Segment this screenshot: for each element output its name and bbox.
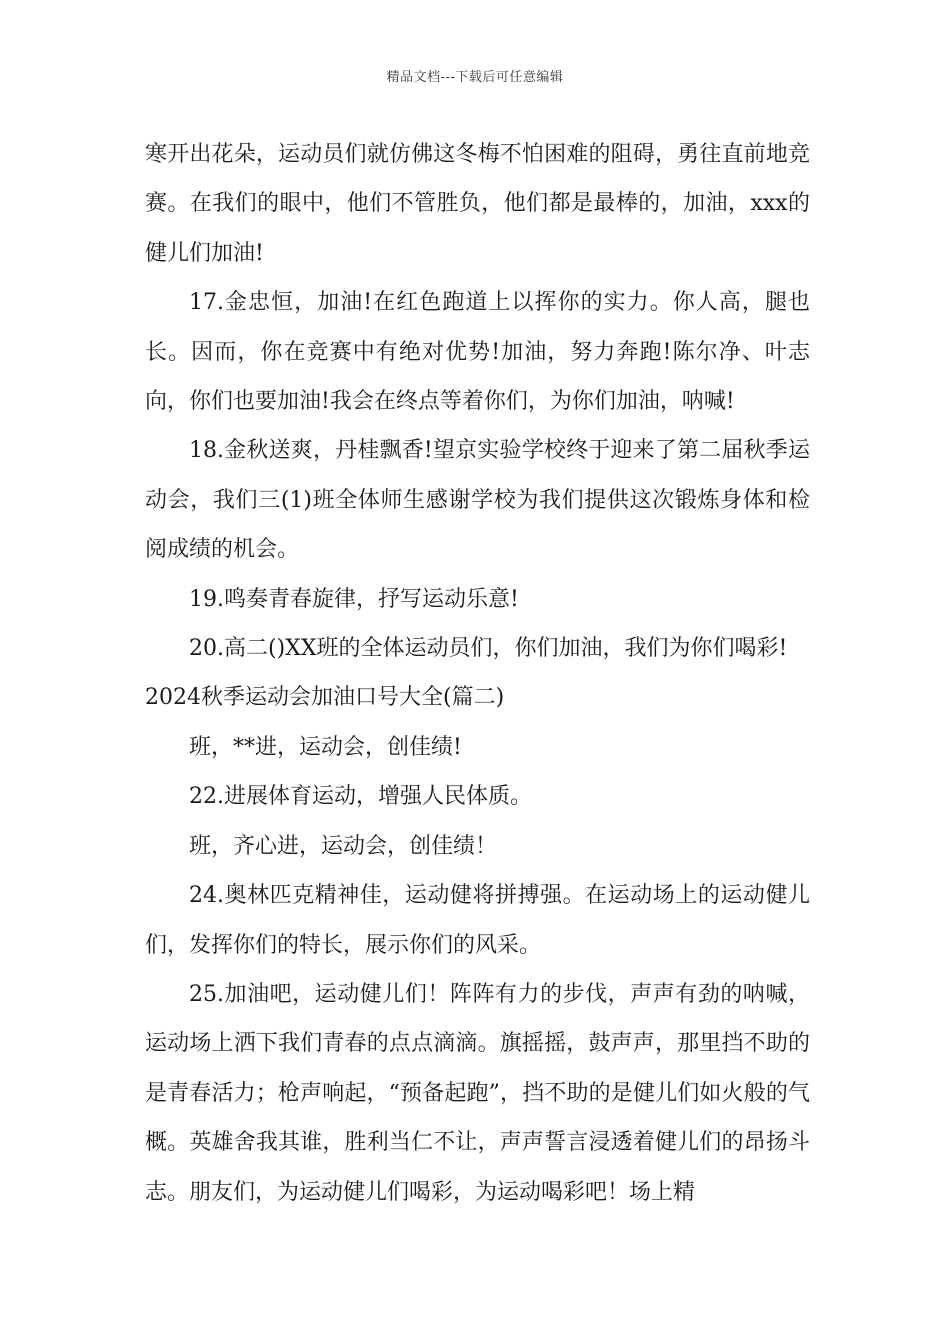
paragraph-item-20: 20.高二()XX班的全体运动员们，你们加油，我们为你们喝彩! [189,636,788,662]
paragraph-item-24: 24.奥林匹克精神佳，运动健将拼搏强。在运动场上的运动健儿们，发挥你们的特长，展示你们的风采。 [145,883,810,958]
paragraph-item-21: 班，**进，运动会，创佳绩! [189,734,462,760]
section-heading: 2024秋季运动会加油口号大全(篇二) [145,685,505,711]
document-body [145,130,810,1217]
paragraph-item-23: 班，齐心进，运动会，创佳绩！ [189,833,498,859]
paragraph-continuation: 寒开出花朵，运动员们就仿佛这冬梅不怕困难的阻碍，勇往直前地竞赛。在我们的眼中，他们不管胜负，他们都是最棒的，加油，xxx的健儿们加油! [145,142,810,266]
paragraph-item-19: 19.鸣奏青春旋律，抒写运动乐意! [189,586,519,612]
paragraph-item-18: 18.金秋送爽，丹桂飘香!望京实验学校终于迎来了第二届秋季运动会，我们三(1)班全体师生感谢学校为我们提供这次锻炼身体和检阅成绩的机会。 [145,438,810,563]
paragraph-item-25: 25.加油吧，运动健儿们！阵阵有力的步伐，声声有劲的呐喊，运动场上洒下我们青春的点点滴滴。旗摇摇，鼓声声，那里挡不助的是青春活力；枪声响起，“预备起跑”，挡不助的是健儿们如火般的气概。英雄舍我其谁，胜利当仁不让，声声誓言浸透着健儿们的昂扬斗志。朋友们，为运动健儿们喝彩，为运动喝彩吧！场上精 [145,981,810,1205]
paragraph-item-22: 22.进展体育运动，增强人民体质。 [189,784,532,810]
page-header: 精品文档---下载后可任意编辑 [386,70,564,85]
paragraph-item-17: 17.金忠恒，加油!在红色跑道上以挥你的实力。你人高，腿也长。因而，你在竞赛中有绝对优势!加油，努力奔跑!陈尔净、叶志向，你们也要加油!我会在终点等着你们，为你们加油，呐喊! [145,290,810,415]
